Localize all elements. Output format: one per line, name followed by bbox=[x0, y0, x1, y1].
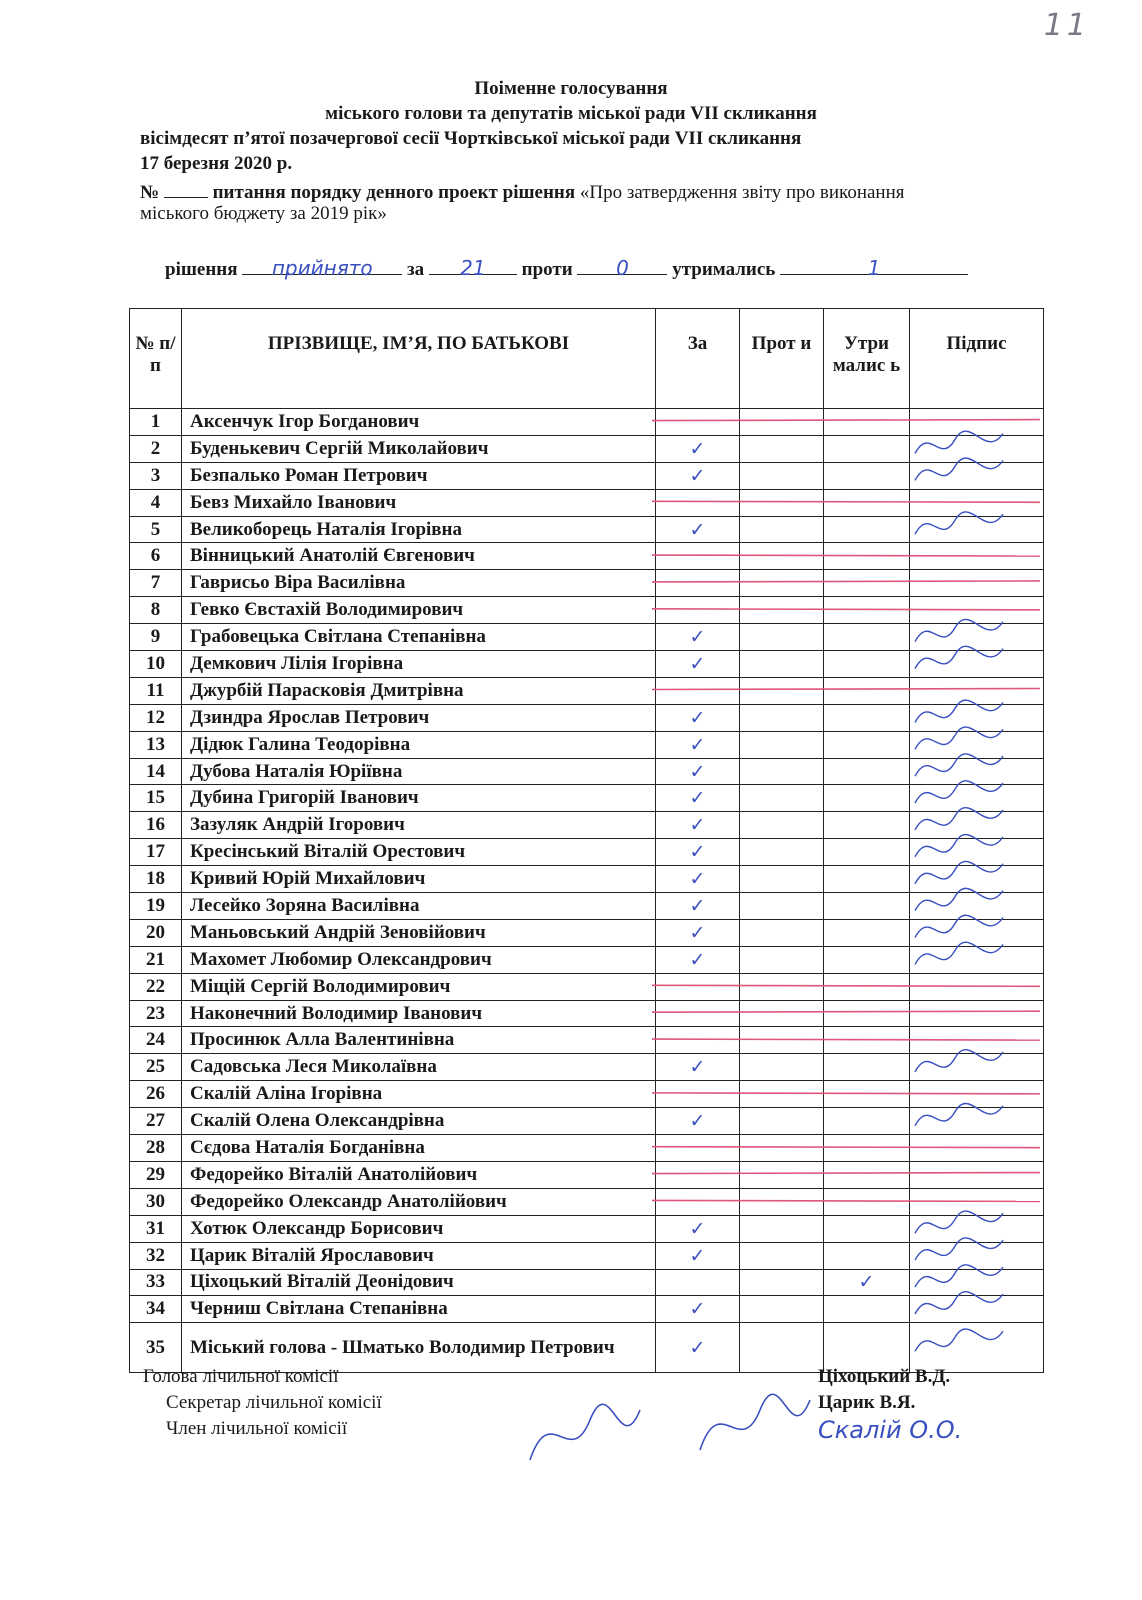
table-row bbox=[130, 812, 1044, 839]
table-row bbox=[130, 677, 1044, 704]
commission-signature bbox=[530, 1404, 640, 1460]
vote-for-cell bbox=[656, 1188, 740, 1215]
vote-abstained-cell bbox=[824, 893, 910, 920]
deputy-name: Міщій Сергій Володимирович bbox=[182, 973, 656, 1000]
table-row bbox=[130, 1108, 1044, 1135]
table-row bbox=[130, 758, 1044, 785]
vote-abstained-cell bbox=[824, 1296, 910, 1323]
commission-signature bbox=[700, 1394, 810, 1450]
vote-against-cell bbox=[740, 758, 824, 785]
row-number: 6 bbox=[130, 543, 182, 570]
table-row bbox=[130, 462, 1044, 489]
signature-cell bbox=[910, 1054, 1044, 1081]
vote-against-cell bbox=[740, 597, 824, 624]
vote-for-cell bbox=[656, 1135, 740, 1162]
agenda-number-label: № bbox=[140, 182, 160, 203]
chair-label: Голова лічильної комісії bbox=[143, 1366, 339, 1387]
deputy-name: Буденькевич Сергій Миколайович bbox=[182, 435, 656, 462]
vote-against-cell bbox=[740, 866, 824, 893]
table-row bbox=[130, 1242, 1044, 1269]
deputy-name: Сєдова Наталія Богданівна bbox=[182, 1135, 656, 1162]
table-row bbox=[130, 704, 1044, 731]
vote-for-cell: ✓ bbox=[656, 1215, 740, 1242]
vote-abstained-cell bbox=[824, 731, 910, 758]
deputy-name: Махомет Любомир Олександрович bbox=[182, 946, 656, 973]
vote-abstained-cell bbox=[824, 1215, 910, 1242]
deputy-name: Кривий Юрій Михайлович bbox=[182, 866, 656, 893]
table-row bbox=[130, 893, 1044, 920]
decision-line bbox=[165, 256, 968, 281]
row-number: 9 bbox=[130, 624, 182, 651]
row-number: 27 bbox=[130, 1108, 182, 1135]
signature-cell bbox=[910, 731, 1044, 758]
deputy-name: Дідюк Галина Теодорівна bbox=[182, 731, 656, 758]
vote-for-cell: ✓ bbox=[656, 516, 740, 543]
vote-for-cell bbox=[656, 597, 740, 624]
signature-cell bbox=[910, 1108, 1044, 1135]
vote-for-cell bbox=[656, 1000, 740, 1027]
vote-against-cell bbox=[740, 1108, 824, 1135]
signature-cell bbox=[910, 1215, 1044, 1242]
deputy-name: Дзиндра Ярослав Петрович bbox=[182, 704, 656, 731]
session-line: вісімдесят п’ятої позачергової сесії Чортківської міської ради VII скликання bbox=[140, 128, 802, 149]
vote-for-cell: ✓ bbox=[656, 435, 740, 462]
vote-against-cell bbox=[740, 1081, 824, 1108]
row-number: 29 bbox=[130, 1161, 182, 1188]
deputy-name: Безпалько Роман Петрович bbox=[182, 462, 656, 489]
signature-cell bbox=[910, 1296, 1044, 1323]
page-number: 11 bbox=[1043, 8, 1090, 43]
chair-name: Ціхоцький В.Д. bbox=[818, 1366, 951, 1387]
table-row bbox=[130, 731, 1044, 758]
signature-cell bbox=[910, 758, 1044, 785]
decision-label: рішення bbox=[165, 259, 238, 280]
vote-abstained-cell bbox=[824, 973, 910, 1000]
deputy-name: Демкович Лілія Ігорівна bbox=[182, 651, 656, 678]
vote-abstained-cell bbox=[824, 1188, 910, 1215]
vote-against-cell bbox=[740, 946, 824, 973]
signature-cell bbox=[910, 1188, 1044, 1215]
deputy-name: Федорейко Олександр Анатолійович bbox=[182, 1188, 656, 1215]
vote-for-cell: ✓ bbox=[656, 1054, 740, 1081]
signature-cell bbox=[910, 597, 1044, 624]
signature-cell bbox=[910, 866, 1044, 893]
agenda-line bbox=[140, 179, 905, 204]
vote-against-cell bbox=[740, 704, 824, 731]
vote-for-cell bbox=[656, 1027, 740, 1054]
vote-abstained-cell bbox=[824, 435, 910, 462]
signature-cell bbox=[910, 812, 1044, 839]
member-name-handwritten: Скалій О.О. bbox=[818, 1416, 963, 1444]
row-number: 30 bbox=[130, 1188, 182, 1215]
signature-cell bbox=[910, 946, 1044, 973]
row-number: 20 bbox=[130, 919, 182, 946]
deputy-name: Міський голова - Шматько Володимир Петрович bbox=[182, 1323, 656, 1373]
deputy-name: Дубина Григорій Іванович bbox=[182, 785, 656, 812]
agenda-quote: «Про затвердження звіту про виконання bbox=[579, 182, 905, 203]
vote-abstained-cell bbox=[824, 543, 910, 570]
vote-against-cell bbox=[740, 435, 824, 462]
for-label: за bbox=[407, 259, 425, 280]
vote-against-cell bbox=[740, 812, 824, 839]
vote-against-cell bbox=[740, 1215, 824, 1242]
vote-for-cell bbox=[656, 1081, 740, 1108]
vote-abstained-cell bbox=[824, 1081, 910, 1108]
vote-abstained-cell bbox=[824, 785, 910, 812]
abstained-label: утримались bbox=[672, 259, 776, 280]
vote-against-cell bbox=[740, 543, 824, 570]
table-row bbox=[130, 1161, 1044, 1188]
row-number: 7 bbox=[130, 570, 182, 597]
agenda-label: питання порядку денного проект рішення bbox=[212, 182, 576, 203]
vote-for-cell bbox=[656, 543, 740, 570]
row-number: 25 bbox=[130, 1054, 182, 1081]
vote-against-cell bbox=[740, 785, 824, 812]
vote-abstained-cell bbox=[824, 677, 910, 704]
signature-cell bbox=[910, 624, 1044, 651]
vote-for-cell: ✓ bbox=[656, 946, 740, 973]
table-row bbox=[130, 785, 1044, 812]
row-number: 19 bbox=[130, 893, 182, 920]
deputy-name: Царик Віталій Ярославович bbox=[182, 1242, 656, 1269]
deputy-name: Просинюк Алла Валентинівна bbox=[182, 1027, 656, 1054]
vote-for-cell: ✓ bbox=[656, 812, 740, 839]
row-number: 28 bbox=[130, 1135, 182, 1162]
vote-for-cell: ✓ bbox=[656, 839, 740, 866]
row-number: 34 bbox=[130, 1296, 182, 1323]
vote-abstained-cell bbox=[824, 1242, 910, 1269]
vote-against-cell bbox=[740, 1135, 824, 1162]
vote-for-cell bbox=[656, 409, 740, 436]
vote-abstained-cell bbox=[824, 651, 910, 678]
vote-against-cell bbox=[740, 919, 824, 946]
header-against: Прот и bbox=[740, 309, 824, 409]
signature-cell bbox=[910, 1027, 1044, 1054]
deputy-name: Садовська Леся Миколаївна bbox=[182, 1054, 656, 1081]
against-count: 0 bbox=[577, 256, 667, 275]
signature-cell bbox=[910, 489, 1044, 516]
table-row bbox=[130, 1215, 1044, 1242]
vote-abstained-cell bbox=[824, 1000, 910, 1027]
deputy-name: Ціхоцький Віталій Деонідович bbox=[182, 1269, 656, 1296]
document-subtitle: міського голови та депутатів міської ради VII скликання bbox=[325, 103, 817, 124]
deputy-name: Хотюк Олександр Борисович bbox=[182, 1215, 656, 1242]
table-row bbox=[130, 1135, 1044, 1162]
vote-abstained-cell bbox=[824, 1027, 910, 1054]
deputy-name: Черниш Світлана Степанівна bbox=[182, 1296, 656, 1323]
member-label: Член лічильної комісії bbox=[166, 1418, 348, 1439]
session-date: 17 березня 2020 р. bbox=[140, 153, 293, 174]
table-row bbox=[130, 1054, 1044, 1081]
table-row bbox=[130, 1000, 1044, 1027]
vote-against-cell bbox=[740, 651, 824, 678]
vote-for-cell: ✓ bbox=[656, 866, 740, 893]
vote-against-cell bbox=[740, 677, 824, 704]
row-number: 17 bbox=[130, 839, 182, 866]
vote-against-cell bbox=[740, 570, 824, 597]
row-number: 3 bbox=[130, 462, 182, 489]
vote-abstained-cell bbox=[824, 1054, 910, 1081]
table-row bbox=[130, 946, 1044, 973]
deputy-name: Кресінський Віталій Орестович bbox=[182, 839, 656, 866]
vote-against-cell bbox=[740, 516, 824, 543]
deputy-name: Лесейко Зоряна Василівна bbox=[182, 893, 656, 920]
table-row bbox=[130, 1188, 1044, 1215]
row-number: 26 bbox=[130, 1081, 182, 1108]
vote-for-cell: ✓ bbox=[656, 1296, 740, 1323]
vote-abstained-cell bbox=[824, 919, 910, 946]
row-number: 21 bbox=[130, 946, 182, 973]
vote-table bbox=[129, 308, 1044, 1373]
deputy-name: Скалій Аліна Ігорівна bbox=[182, 1081, 656, 1108]
deputy-name: Скалій Олена Олександрівна bbox=[182, 1108, 656, 1135]
signature-cell bbox=[910, 651, 1044, 678]
signature-cell bbox=[910, 973, 1044, 1000]
secretary-label: Секретар лічильної комісії bbox=[166, 1392, 382, 1413]
signature-cell bbox=[910, 785, 1044, 812]
deputy-name: Великоборець Наталія Ігорівна bbox=[182, 516, 656, 543]
vote-abstained-cell bbox=[824, 570, 910, 597]
row-number: 35 bbox=[130, 1323, 182, 1373]
row-number: 32 bbox=[130, 1242, 182, 1269]
vote-for-cell: ✓ bbox=[656, 462, 740, 489]
vote-against-cell bbox=[740, 731, 824, 758]
header-name: ПРІЗВИЩЕ, ІМ’Я, ПО БАТЬКОВІ bbox=[182, 309, 656, 409]
row-number: 13 bbox=[130, 731, 182, 758]
vote-for-cell bbox=[656, 1161, 740, 1188]
deputy-name: Наконечний Володимир Іванович bbox=[182, 1000, 656, 1027]
table-row bbox=[130, 651, 1044, 678]
row-number: 12 bbox=[130, 704, 182, 731]
signature-cell bbox=[910, 704, 1044, 731]
vote-against-cell bbox=[740, 1054, 824, 1081]
deputy-name: Гевко Євстахій Володимирович bbox=[182, 597, 656, 624]
table-row bbox=[130, 409, 1044, 436]
vote-for-cell bbox=[656, 1269, 740, 1296]
signature-cell bbox=[910, 516, 1044, 543]
vote-against-cell bbox=[740, 1242, 824, 1269]
vote-for-cell bbox=[656, 677, 740, 704]
table-header-row bbox=[130, 309, 1044, 409]
vote-for-cell: ✓ bbox=[656, 893, 740, 920]
decision-value: прийнято bbox=[242, 256, 402, 275]
signature-cell bbox=[910, 462, 1044, 489]
table-row bbox=[130, 1081, 1044, 1108]
table-row bbox=[130, 1269, 1044, 1296]
vote-against-cell bbox=[740, 1027, 824, 1054]
vote-against-cell bbox=[740, 1269, 824, 1296]
table-row bbox=[130, 597, 1044, 624]
vote-abstained-cell bbox=[824, 812, 910, 839]
agenda-number-blank bbox=[164, 179, 208, 198]
vote-against-cell bbox=[740, 1000, 824, 1027]
deputy-name: Вінницький Анатолій Євгенович bbox=[182, 543, 656, 570]
vote-abstained-cell bbox=[824, 409, 910, 436]
deputy-name: Зазуляк Андрій Ігорович bbox=[182, 812, 656, 839]
row-number: 4 bbox=[130, 489, 182, 516]
row-number: 24 bbox=[130, 1027, 182, 1054]
agenda-quote-continued: міського бюджету за 2019 рік» bbox=[140, 203, 387, 224]
vote-abstained-cell bbox=[824, 758, 910, 785]
deputy-name: Федорейко Віталій Анатолійович bbox=[182, 1161, 656, 1188]
table-row bbox=[130, 1296, 1044, 1323]
vote-against-cell bbox=[740, 893, 824, 920]
vote-abstained-cell bbox=[824, 462, 910, 489]
signature-cell bbox=[910, 570, 1044, 597]
against-label: проти bbox=[521, 259, 573, 280]
vote-for-cell: ✓ bbox=[656, 785, 740, 812]
vote-abstained-cell bbox=[824, 489, 910, 516]
vote-for-cell: ✓ bbox=[656, 758, 740, 785]
header-abstained: Утри малис ь bbox=[824, 309, 910, 409]
vote-for-cell bbox=[656, 570, 740, 597]
deputy-name: Джурбій Парасковія Дмитрівна bbox=[182, 677, 656, 704]
vote-abstained-cell bbox=[824, 704, 910, 731]
vote-for-cell: ✓ bbox=[656, 1108, 740, 1135]
vote-abstained-cell bbox=[824, 866, 910, 893]
table-row bbox=[130, 919, 1044, 946]
row-number: 10 bbox=[130, 651, 182, 678]
vote-abstained-cell bbox=[824, 1161, 910, 1188]
vote-against-cell bbox=[740, 973, 824, 1000]
vote-against-cell bbox=[740, 1323, 824, 1373]
row-number: 23 bbox=[130, 1000, 182, 1027]
table-row bbox=[130, 839, 1044, 866]
row-number: 2 bbox=[130, 435, 182, 462]
vote-against-cell bbox=[740, 489, 824, 516]
signature-cell bbox=[910, 1269, 1044, 1296]
row-number: 31 bbox=[130, 1215, 182, 1242]
row-number: 22 bbox=[130, 973, 182, 1000]
row-number: 33 bbox=[130, 1269, 182, 1296]
deputy-name: Грабовецька Світлана Степанівна bbox=[182, 624, 656, 651]
deputy-name: Бевз Михайло Іванович bbox=[182, 489, 656, 516]
vote-for-cell: ✓ bbox=[656, 624, 740, 651]
vote-against-cell bbox=[740, 839, 824, 866]
row-number: 15 bbox=[130, 785, 182, 812]
vote-for-cell: ✓ bbox=[656, 919, 740, 946]
signature-cell bbox=[910, 409, 1044, 436]
vote-for-cell: ✓ bbox=[656, 651, 740, 678]
vote-abstained-cell bbox=[824, 624, 910, 651]
secretary-name: Царик В.Я. bbox=[818, 1392, 916, 1413]
signature-cell bbox=[910, 1000, 1044, 1027]
signature-cell bbox=[910, 543, 1044, 570]
signature-cell bbox=[910, 677, 1044, 704]
vote-abstained-cell bbox=[824, 946, 910, 973]
row-number: 8 bbox=[130, 597, 182, 624]
signature-cell bbox=[910, 435, 1044, 462]
vote-against-cell bbox=[740, 1161, 824, 1188]
row-number: 5 bbox=[130, 516, 182, 543]
signature-cell bbox=[910, 919, 1044, 946]
vote-for-cell bbox=[656, 973, 740, 1000]
table-row bbox=[130, 435, 1044, 462]
vote-against-cell bbox=[740, 462, 824, 489]
table-row bbox=[130, 624, 1044, 651]
vote-abstained-cell bbox=[824, 839, 910, 866]
abstained-count: 1 bbox=[780, 256, 968, 275]
header-signature: Підпис bbox=[910, 309, 1044, 409]
deputy-name: Дубова Наталія Юріївна bbox=[182, 758, 656, 785]
vote-against-cell bbox=[740, 409, 824, 436]
row-number: 18 bbox=[130, 866, 182, 893]
vote-for-cell bbox=[656, 489, 740, 516]
header-for: За bbox=[656, 309, 740, 409]
vote-against-cell bbox=[740, 1188, 824, 1215]
document-title: Поіменне голосування bbox=[474, 78, 668, 99]
table-row bbox=[130, 516, 1044, 543]
row-number: 16 bbox=[130, 812, 182, 839]
vote-abstained-cell: ✓ bbox=[824, 1269, 910, 1296]
vote-for-cell: ✓ bbox=[656, 731, 740, 758]
table-row bbox=[130, 489, 1044, 516]
table-row bbox=[130, 866, 1044, 893]
signature-cell bbox=[910, 1161, 1044, 1188]
vote-against-cell bbox=[740, 1296, 824, 1323]
vote-for-cell: ✓ bbox=[656, 1242, 740, 1269]
header-num: № п/п bbox=[130, 309, 182, 409]
row-number: 1 bbox=[130, 409, 182, 436]
signature-cell bbox=[910, 839, 1044, 866]
vote-abstained-cell bbox=[824, 516, 910, 543]
vote-abstained-cell bbox=[824, 1108, 910, 1135]
vote-for-cell: ✓ bbox=[656, 1323, 740, 1373]
signature-cell bbox=[910, 1242, 1044, 1269]
vote-against-cell bbox=[740, 624, 824, 651]
table-row bbox=[130, 570, 1044, 597]
deputy-name: Маньовський Андрій Зеновійович bbox=[182, 919, 656, 946]
vote-abstained-cell bbox=[824, 1135, 910, 1162]
deputy-name: Гаврисьо Віра Василівна bbox=[182, 570, 656, 597]
table-row bbox=[130, 1027, 1044, 1054]
signature-cell bbox=[910, 893, 1044, 920]
signature-cell bbox=[910, 1135, 1044, 1162]
row-number: 11 bbox=[130, 677, 182, 704]
for-count: 21 bbox=[429, 256, 517, 275]
deputy-name: Аксенчук Ігор Богданович bbox=[182, 409, 656, 436]
table-row bbox=[130, 543, 1044, 570]
table-row bbox=[130, 973, 1044, 1000]
vote-for-cell: ✓ bbox=[656, 704, 740, 731]
vote-abstained-cell bbox=[824, 597, 910, 624]
row-number: 14 bbox=[130, 758, 182, 785]
signature-cell bbox=[910, 1081, 1044, 1108]
